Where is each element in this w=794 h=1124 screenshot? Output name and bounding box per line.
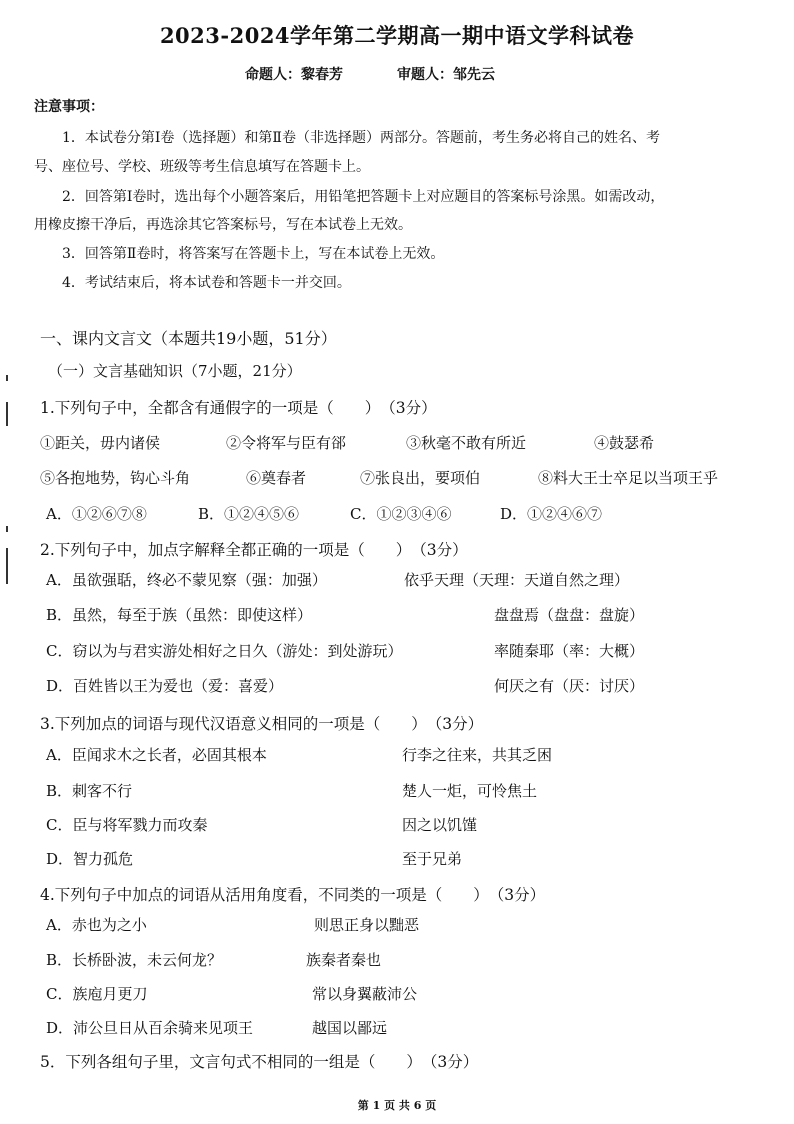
q2-option-a-second: 依乎天理（天理：天道自然之理）	[404, 571, 630, 589]
margin-mark	[6, 375, 8, 381]
q4-option-d-second: 越国以鄙远	[312, 1019, 388, 1037]
q2-option-c-second: 率随秦耶（率：大概）	[494, 642, 645, 660]
exam-title: 2023-2024学年第二学期高一期中语文学科试卷	[159, 23, 635, 48]
q1-item: ⑧料大王士卒足以当项王乎	[538, 469, 719, 487]
notice-line: 4．考试结束后，将本试卷和答题卡一并交回。	[62, 275, 351, 291]
q3-option-c: C．臣与将军戮力而攻秦	[46, 816, 208, 834]
q1-item: ④鼓瑟希	[594, 434, 655, 452]
q1-item: ⑤各抱地势，钩心斗角	[40, 469, 191, 487]
notice-heading: 注意事项：	[34, 99, 104, 115]
q1-item: ⑦张良出，要项伯	[360, 469, 481, 487]
q4-option-a: A．赤也为之小	[46, 916, 147, 934]
q3-option-b-second: 楚人一炬，可怜焦土	[402, 782, 538, 800]
q3-option-d-second: 至于兄弟	[402, 850, 463, 868]
q1-item: ②令将军与臣有郤	[226, 434, 347, 452]
q4-option-a-second: 则思正身以黜恶	[314, 916, 420, 934]
notice-line: 号、座位号、学校、班级等考生信息填写在答题卡上。	[34, 159, 370, 175]
margin-mark	[6, 526, 8, 532]
q2-option-a: A．虽欲强聒，终必不蒙见察（强：加强）	[46, 571, 327, 589]
q3-option-a-second: 行李之往来，共其乏困	[402, 746, 553, 764]
q3-option-d: D．智力孤危	[46, 850, 134, 868]
question-3-stem: 3.下列加点的词语与现代汉语意义相同的一项是（ ） （3分）	[40, 715, 484, 733]
q4-option-b: B．长桥卧波，未云何龙？	[46, 951, 223, 969]
notice-line: 3．回答第Ⅱ卷时，将答案写在答题卡上，写在本试卷上无效。	[62, 246, 445, 262]
reviewer: 审题人：邹先云	[397, 67, 495, 83]
notice-line: 用橡皮擦干净后，再选涂其它答案标号，写在本试卷上无效。	[34, 217, 412, 233]
q3-option-a: A．臣闻求木之长者，必固其根本	[46, 746, 267, 764]
question-2-stem: 2.下列句子中，加点字解释全都正确的一项是（ ） （3分）	[40, 541, 468, 559]
q2-option-c: C．窃以为与君实游处相好之日久（游处：到处游玩）	[46, 642, 403, 660]
q4-option-c-second: 常以身翼蔽沛公	[312, 985, 418, 1003]
q1-item: ⑥奠春者	[246, 469, 307, 487]
q4-option-b-second: 族秦者秦也	[306, 951, 382, 969]
q3-option-c-second: 因之以饥馑	[402, 816, 478, 834]
section-heading: 一、课内文言文（本题共19小题，51分）	[40, 329, 337, 348]
q4-option-d: D．沛公旦日从百余骑来见项王	[46, 1019, 254, 1037]
q1-option-a: A．①②⑥⑦⑧	[46, 505, 147, 523]
q2-option-d: D．百姓皆以王为爱也（爱：喜爱）	[46, 677, 284, 695]
q1-item: ①距关，毋内诸侯	[40, 434, 161, 452]
margin-mark	[6, 548, 8, 584]
q2-option-b-second: 盘盘焉（盘盘：盘旋）	[494, 606, 645, 624]
q2-option-b: B．虽然，每至于族（虽然：即使这样）	[46, 606, 313, 624]
page-footer: 第 1 页 共 6 页	[357, 1099, 437, 1112]
q1-item: ③秋毫不敢有所近	[406, 434, 527, 452]
notice-line: 2．回答第Ⅰ卷时，选出每个小题答案后，用铅笔把答题卡上对应题目的答案标号涂黑。如需改动，	[62, 189, 665, 205]
q1-option-c: C．①②③④⑥	[350, 505, 452, 523]
q1-option-b: B．①②④⑤⑥	[198, 505, 300, 523]
q2-option-d-second: 何厌之有（厌：讨厌）	[494, 677, 645, 695]
authors-line	[245, 64, 495, 84]
question-1-stem: 1.下列句子中，全都含有通假字的一项是（ ） （3分）	[40, 399, 437, 417]
q1-option-d: D．①②④⑥⑦	[500, 505, 603, 523]
setter: 命题人：黎春芳	[245, 67, 343, 83]
notice-line: 1．本试卷分第Ⅰ卷（选择题）和第Ⅱ卷（非选择题）两部分。答题前，考生务必将自己的姓名、考	[62, 130, 660, 146]
q3-option-b: B．刺客不行	[46, 782, 133, 800]
question-5-stem: 5．下列各组句子里，文言句式不相同的一组是（ ） （3分）	[40, 1053, 479, 1071]
q4-option-c: C．族庖月更刀	[46, 985, 148, 1003]
margin-mark	[6, 402, 8, 426]
subsection-heading: （一）文言基础知识（7小题，21分）	[48, 362, 302, 380]
question-4-stem: 4.下列句子中加点的词语从活用角度看，不同类的一项是（ ） （3分）	[40, 886, 546, 904]
